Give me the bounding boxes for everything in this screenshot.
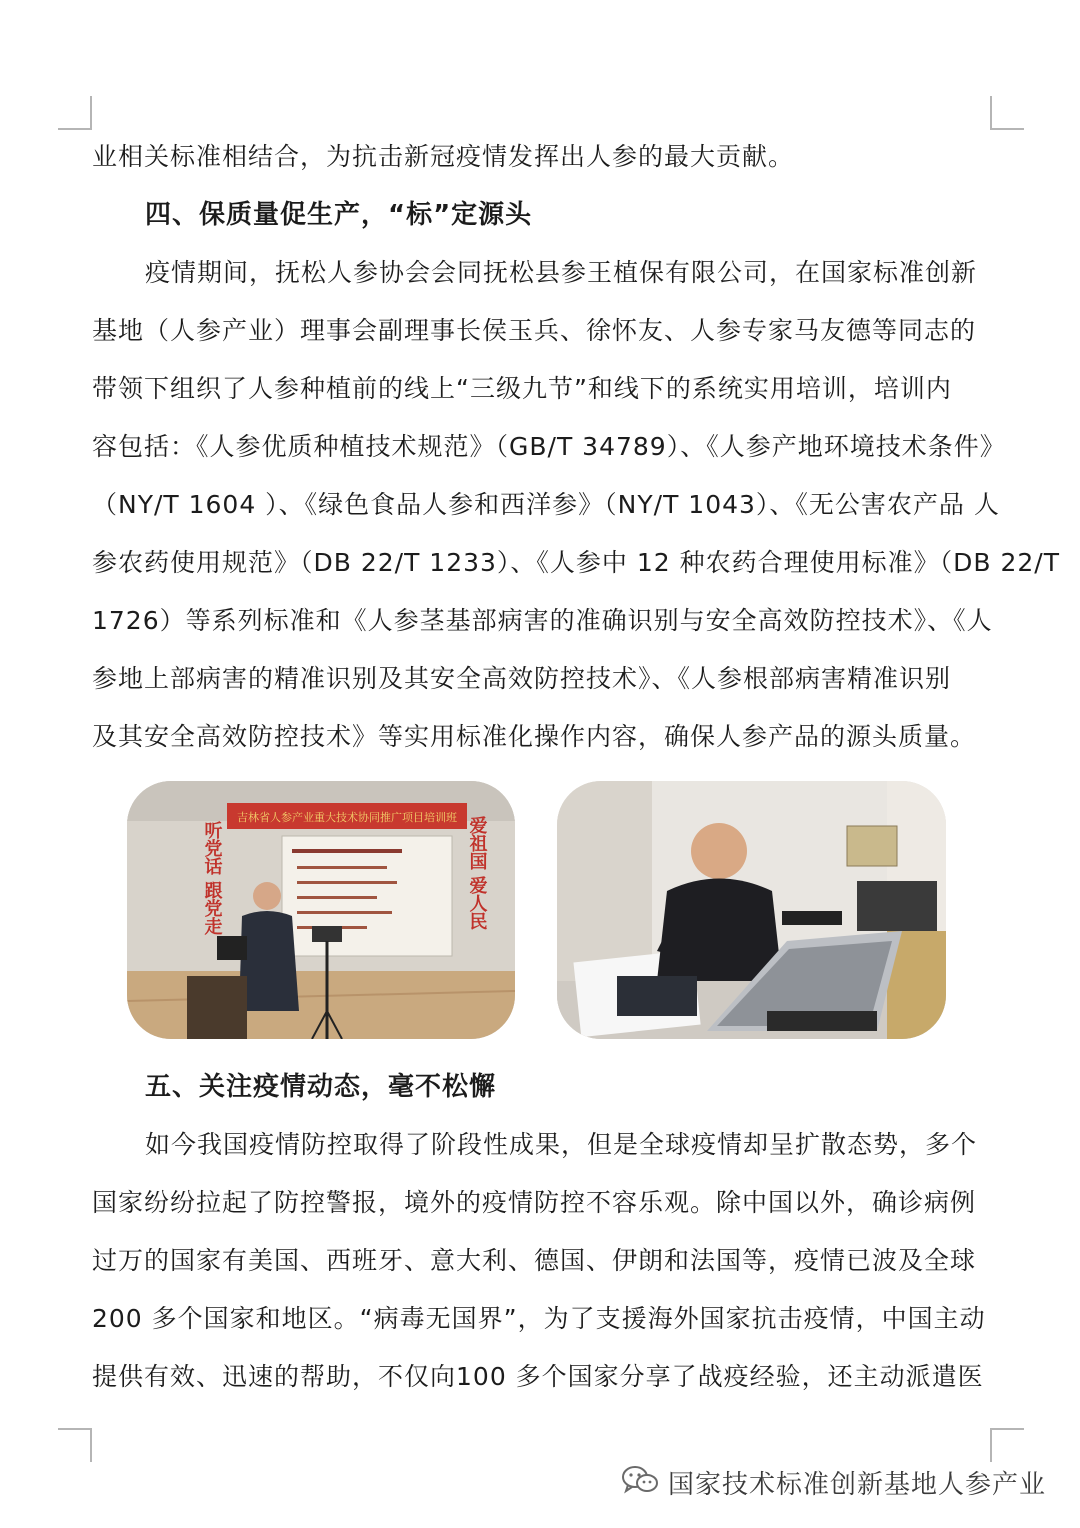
crop-mark-bottom-right — [990, 1428, 1024, 1462]
account-name: 国家技术标准创新基地人参产业 — [668, 1469, 1047, 1500]
crop-mark-top-right — [990, 96, 1024, 130]
paragraph-line: 疫情期间，抚松人参协会会同抚松县参王植保有限公司，在国家标准创新 — [145, 258, 978, 287]
crop-mark-top-left — [58, 96, 92, 130]
wechat-icon — [620, 1464, 660, 1500]
paragraph-line: 参地上部病害的精准识别及其安全高效防控技术》、《人参根部病害精准识别 — [92, 664, 952, 693]
section-heading-5: 五、关注疫情动态，毫不松懈 — [145, 1072, 497, 1102]
paragraph-line: 容包括：《人参优质种植技术规范》（GB/T 34789）、《人参产地环境技术条件》 — [92, 432, 1006, 461]
paragraph-line: 基地（人参产业）理事会副理事长侯玉兵、徐怀友、人参专家马友德等同志的 — [92, 316, 977, 345]
slogan-left: 听党话 跟党走 — [201, 821, 223, 936]
banner-text: 吉林省人参产业重大技术协同推广项目培训班 — [237, 811, 457, 824]
paragraph-line: 如今我国疫情防控取得了阶段性成果，但是全球疫情却呈扩散态势，多个 — [145, 1130, 978, 1159]
paragraph-line: 业相关标准相结合，为抗击新冠疫情发挥出人参的最大贡献。 — [92, 142, 795, 171]
training-lecture-photo — [127, 781, 515, 1039]
paragraph-line: 提供有效、迅速的帮助，不仅向100 多个国家分享了战疫经验，还主动派遣医 — [92, 1362, 984, 1391]
paragraph-line: 参农药使用规范》（DB 22/T 1233）、《人参中 12 种农药合理使用标准》（DB 22/T — [92, 548, 1060, 577]
paragraph-line: 带领下组织了人参种植前的线上“三级九节”和线下的系统实用培训，培训内 — [92, 374, 952, 403]
online-training-photo — [557, 781, 946, 1039]
section-heading-4: 四、保质量促生产，“标”定源头 — [145, 200, 533, 230]
slogan-right: 爱祖国 爱人民 — [466, 816, 488, 931]
paragraph-line: 1726）等系列标准和《人参茎基部病害的准确识别与安全高效防控技术》、《人 — [92, 606, 993, 635]
wechat-account-watermark — [620, 1464, 1046, 1500]
paragraph-line: 200 多个国家和地区。“病毒无国界”，为了支援海外国家抗击疫情，中国主动 — [92, 1304, 986, 1333]
paragraph-line: 过万的国家有美国、西班牙、意大利、德国、伊朗和法国等，疫情已波及全球 — [92, 1246, 977, 1275]
paragraph-line: 及其安全高效防控技术》等实用标准化操作内容，确保人参产品的源头质量。 — [92, 722, 977, 751]
paragraph-line: 国家纷纷拉起了防控警报，境外的疫情防控不容乐观。除中国以外，确诊病例 — [92, 1188, 977, 1217]
crop-mark-bottom-left — [58, 1428, 92, 1462]
paragraph-line: （NY/T 1604 ）、《绿色食品人参和西洋参》（NY/T 1043）、《无公害农产品 人 — [92, 490, 1000, 519]
